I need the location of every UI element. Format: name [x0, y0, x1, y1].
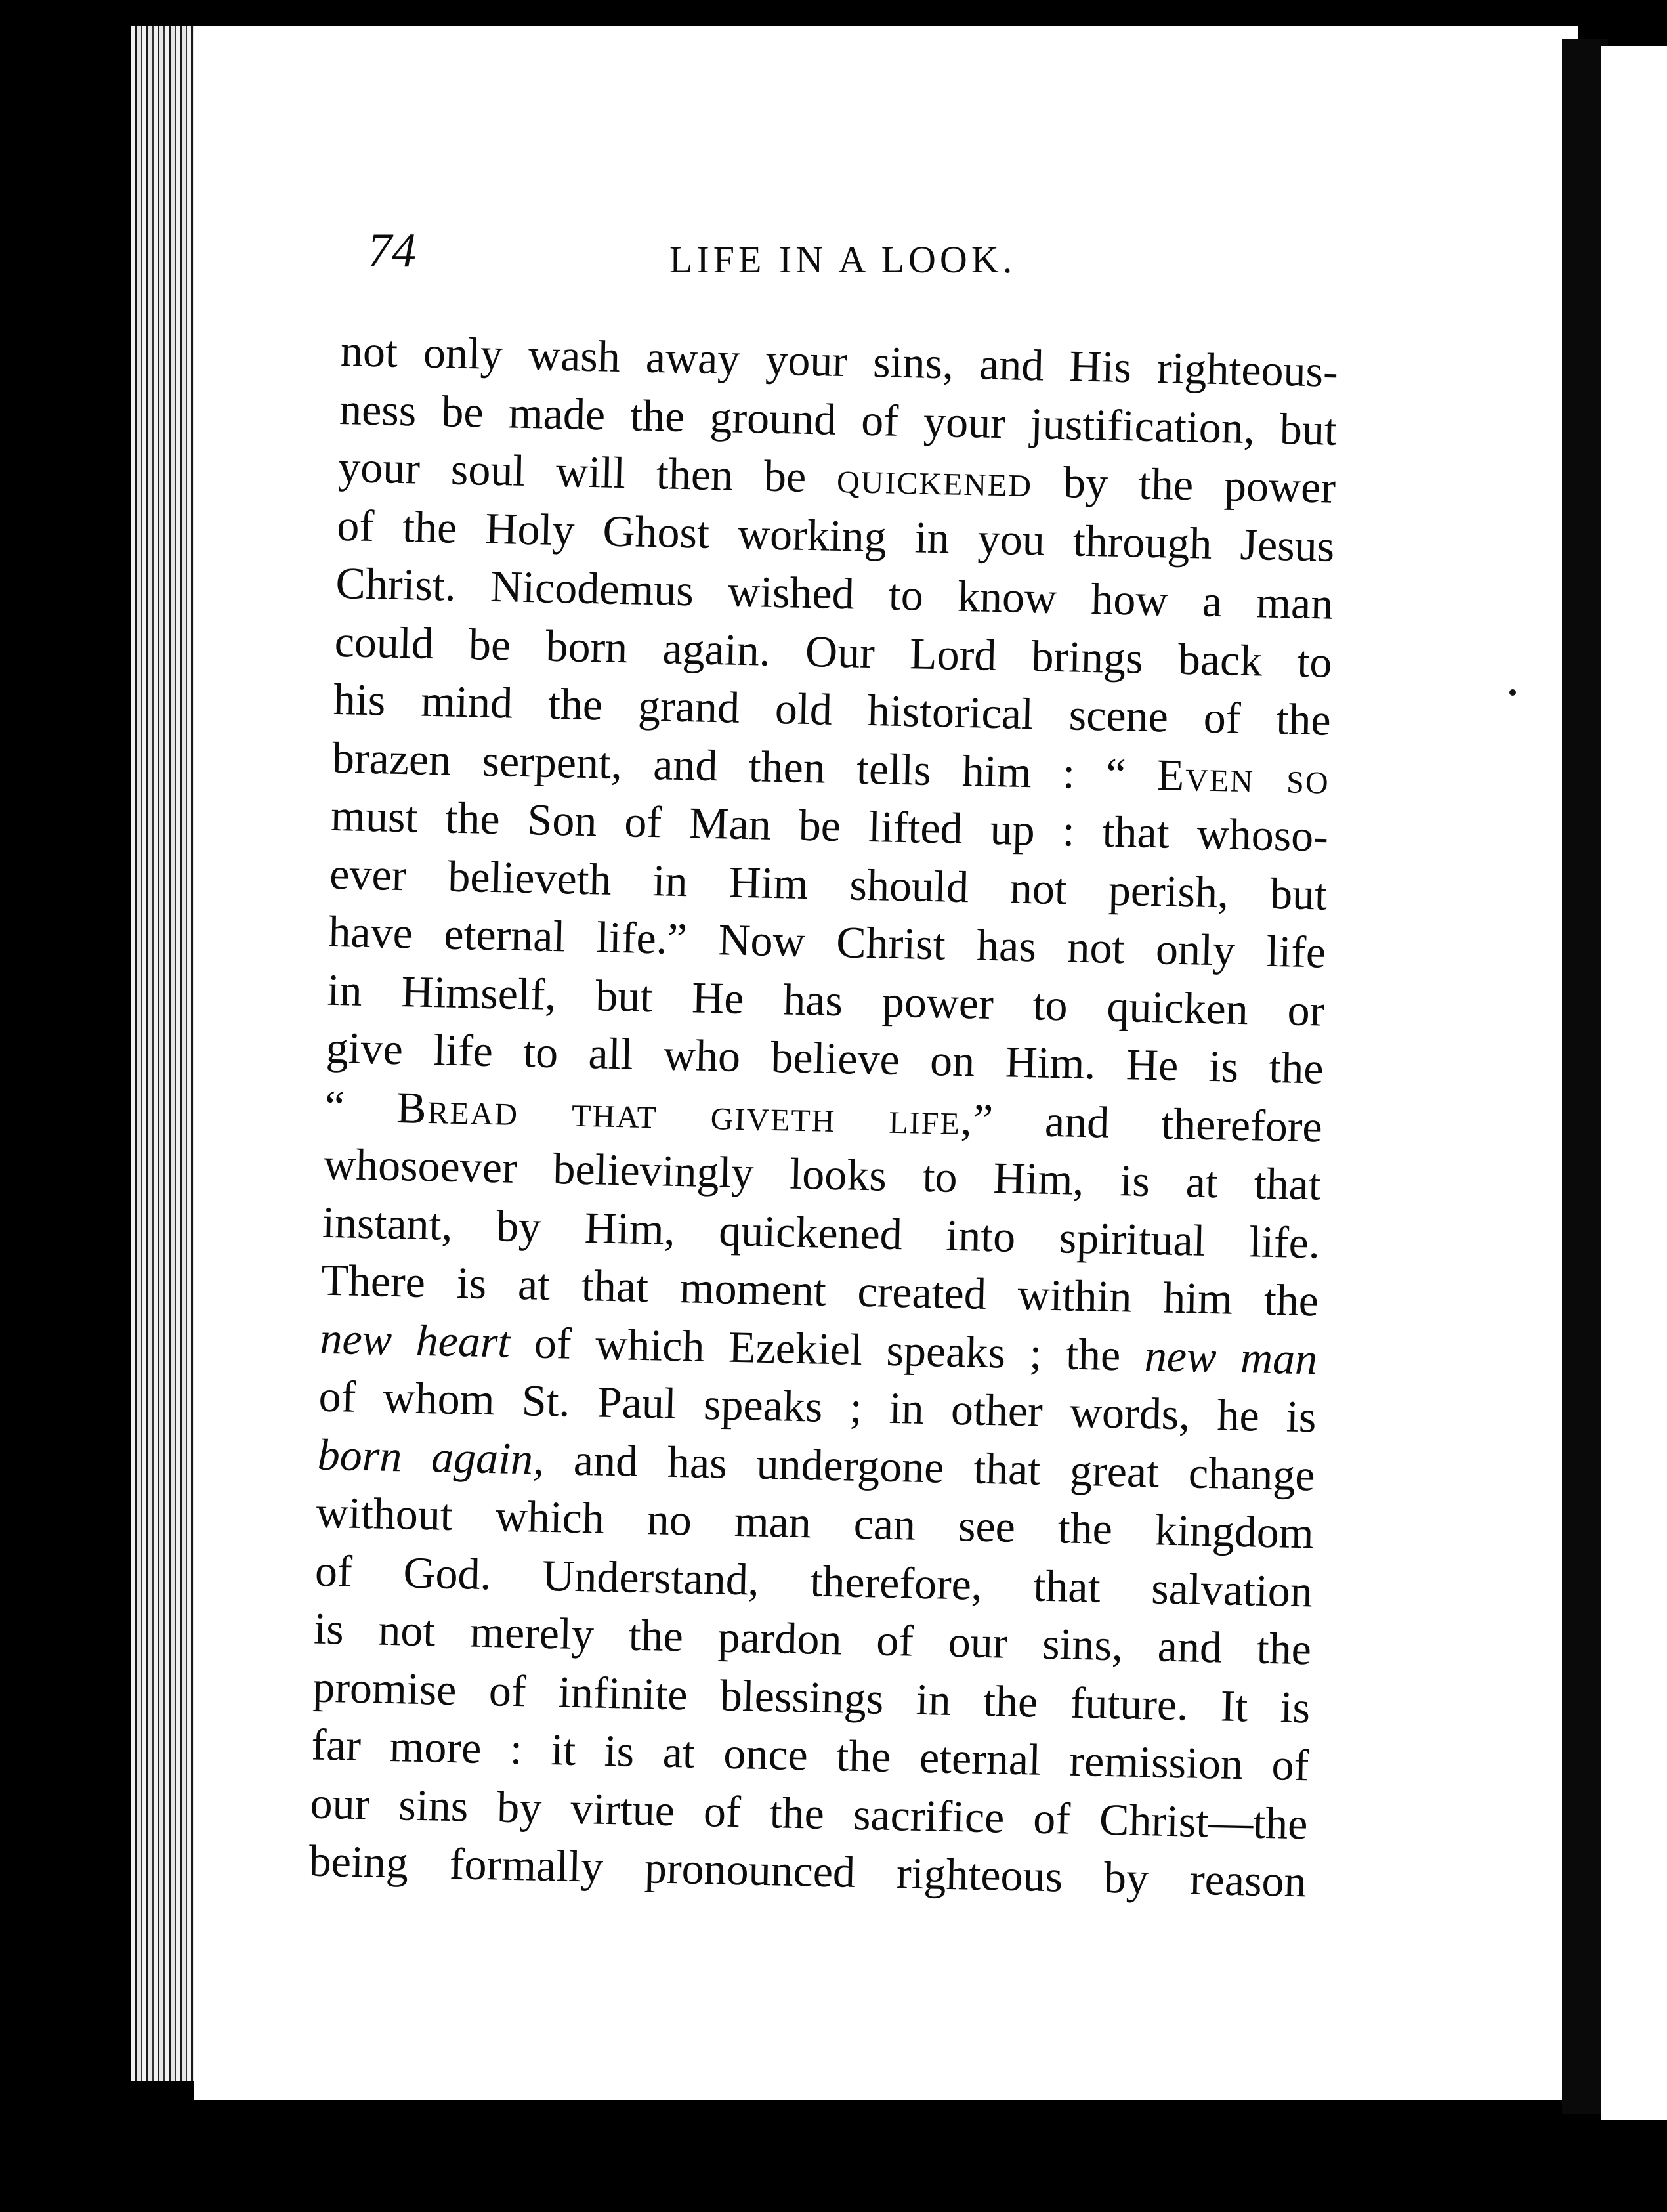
text-run: promise of infinite blessings in the future. It is [312, 1661, 1311, 1732]
page-edges [131, 26, 203, 2081]
italic-text: new heart [319, 1313, 511, 1367]
text-run: whosoever believingly looks to Him, is at that [323, 1138, 1322, 1210]
text-run: your soul will then be [337, 441, 838, 502]
italic-text: new man [1144, 1330, 1319, 1384]
text-run: being formally pronounced righteous by reason [308, 1835, 1307, 1907]
text-run: instant, by Him, quickened into spiritual life. [322, 1197, 1320, 1268]
text-run: ever believeth in Him should not perish, but [329, 848, 1328, 920]
running-head: LIFE IN A LOOK. [669, 238, 1017, 281]
text-run: have eternal life.” Now Christ has not only life [327, 906, 1327, 977]
text-run: There is at that moment created within him the [320, 1254, 1319, 1326]
text-run: of the Holy Ghost working in you through Jesus [336, 500, 1335, 571]
page-number: 74 [368, 224, 416, 278]
text-run: brazen serpent, and then tells him : “ [331, 732, 1158, 799]
text-run: and has undergone that great change [543, 1434, 1316, 1500]
text-run: without which no man can see the kingdom [316, 1487, 1315, 1558]
text-run: his mind the grand old historical scene of the [333, 673, 1332, 745]
text-run: by the power [1032, 456, 1336, 513]
text-run: of whom St. Paul speaks ; in other words, he is [318, 1371, 1317, 1442]
text-run: could be born again. Our Lord brings back to [334, 616, 1333, 687]
body-text [308, 322, 1339, 1911]
text-run: “ [324, 1080, 398, 1132]
text-run: in Himself, but He has power to quicken or [326, 964, 1326, 1036]
text-run: of which Ezekiel speaks ; the [509, 1317, 1145, 1380]
italic-text: born again, [317, 1429, 545, 1484]
text-run: far more : it is at once the eternal remission of [310, 1719, 1310, 1791]
ink-speck [1509, 689, 1516, 696]
text-run: not only wash away your sins, and His righteous- [340, 325, 1339, 396]
text-run: must the Son of Man be lifted up : that whoso- [330, 790, 1329, 861]
text-run: ness be made the ground of your justification, but [339, 383, 1338, 455]
small-caps-text: quickened [836, 452, 1033, 507]
page-header [368, 223, 1339, 295]
text-run: of God. Understand, therefore, that salvation [314, 1545, 1313, 1616]
text-run: our sins by virtue of the sacrifice of Christ—the [309, 1777, 1309, 1848]
small-caps-text: Even so [1156, 749, 1330, 803]
adjacent-page-edge [1601, 46, 1667, 2120]
text-run: is not merely the pardon of our sins, and the [313, 1603, 1312, 1674]
text-run: Christ. Nicodemus wished to know how a man [335, 557, 1334, 629]
text-run: give life to all who believe on Him. He is the [326, 1022, 1324, 1094]
small-caps-text: Bread that giveth life, [396, 1082, 974, 1144]
text-run: ” and therefore [973, 1094, 1323, 1152]
